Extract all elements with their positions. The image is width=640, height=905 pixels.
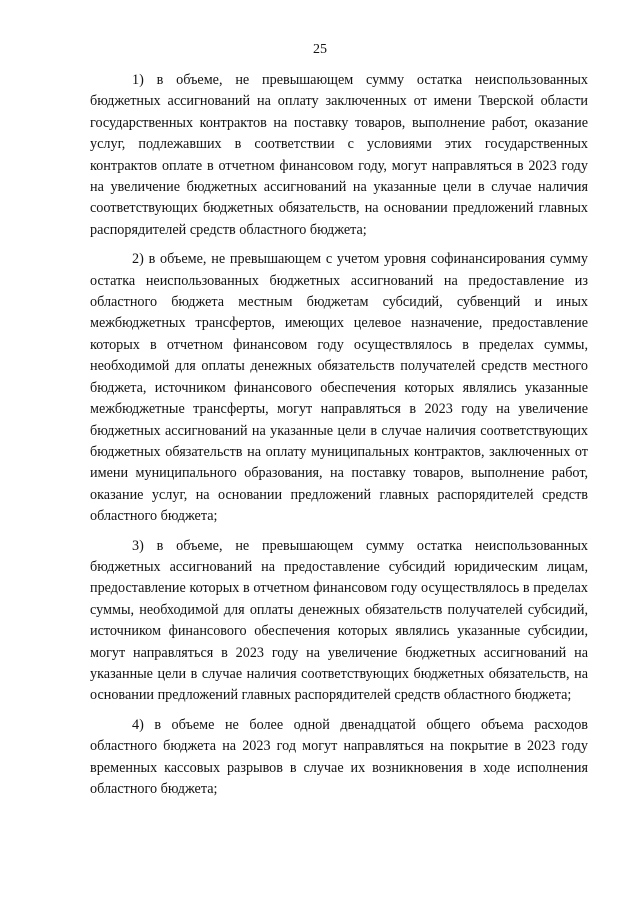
page-number: 25 (313, 42, 327, 57)
paragraph-4: 4) в объеме не более одной двенадцатой общего объема расходов областного бюджета на 2023 год могут направляться на покрытие в 2023 году временных кассовых разрывов в случае их возникновения в ходе исполнения областного бюджета; (90, 716, 588, 797)
document-body (90, 70, 588, 808)
paragraph-3: 3) в объеме, не превышающем сумму остатка неиспользованных бюджетных ассигнований на предоставление субсидий юридическим лицам, предоставление которых в отчетном финансовом году осуществлялось в пределах суммы, необходимой для оплаты денежных обязательств получателей субсидий, источником финансового обеспечения которых являлись указанные субсидии, могут направляться в 2023 году на увеличение бюджетных ассигнований на указанные цели в случае наличия соответствующих бюджетных обязательств, на основании предложений главных распорядителей средств областного бюджета; (90, 537, 588, 704)
paragraph-1: 1) в объеме, не превышающем сумму остатка неиспользованных бюджетных ассигнований на оплату заключенных от имени Тверской области государственных контрактов на поставку товаров, выполнение работ, оказание услуг, подлежавших в соответствии с условиями этих государственных контрактов оплате в отчетном финансовом году, могут направляться в 2023 году на увеличение бюджетных ассигнований на указанные цели в случае наличия соответствующих бюджетных обязательств, на основании предложений главных распорядителей средств областного бюджета; (90, 72, 588, 238)
paragraph-2: 2) в объеме, не превышающем с учетом уровня софинансирования сумму остатка неиспользованных бюджетных ассигнований на предоставление из областного бюджета местным бюджетам субсидий, субвенций и иных межбюджетных трансфертов, имеющих целевое назначение, предоставление которых в отчетном финансовом году осуществлялось в пределах суммы, необходимой для оплаты денежных обязательств получателей средств местного бюджета, источником финансового обеспечения которых являлись указанные межбюджетные трансферты, могут направляться в 2023 году на увеличение бюджетных ассигнований на указанные цели в случае наличия соответствующих бюджетных обязательств на оплату муниципальных контрактов, заключенных от имени муниципального образования, на поставку товаров, выполнение работ, оказание услуг, на основании предложений главных распорядителей средств областного бюджета; (90, 251, 588, 525)
